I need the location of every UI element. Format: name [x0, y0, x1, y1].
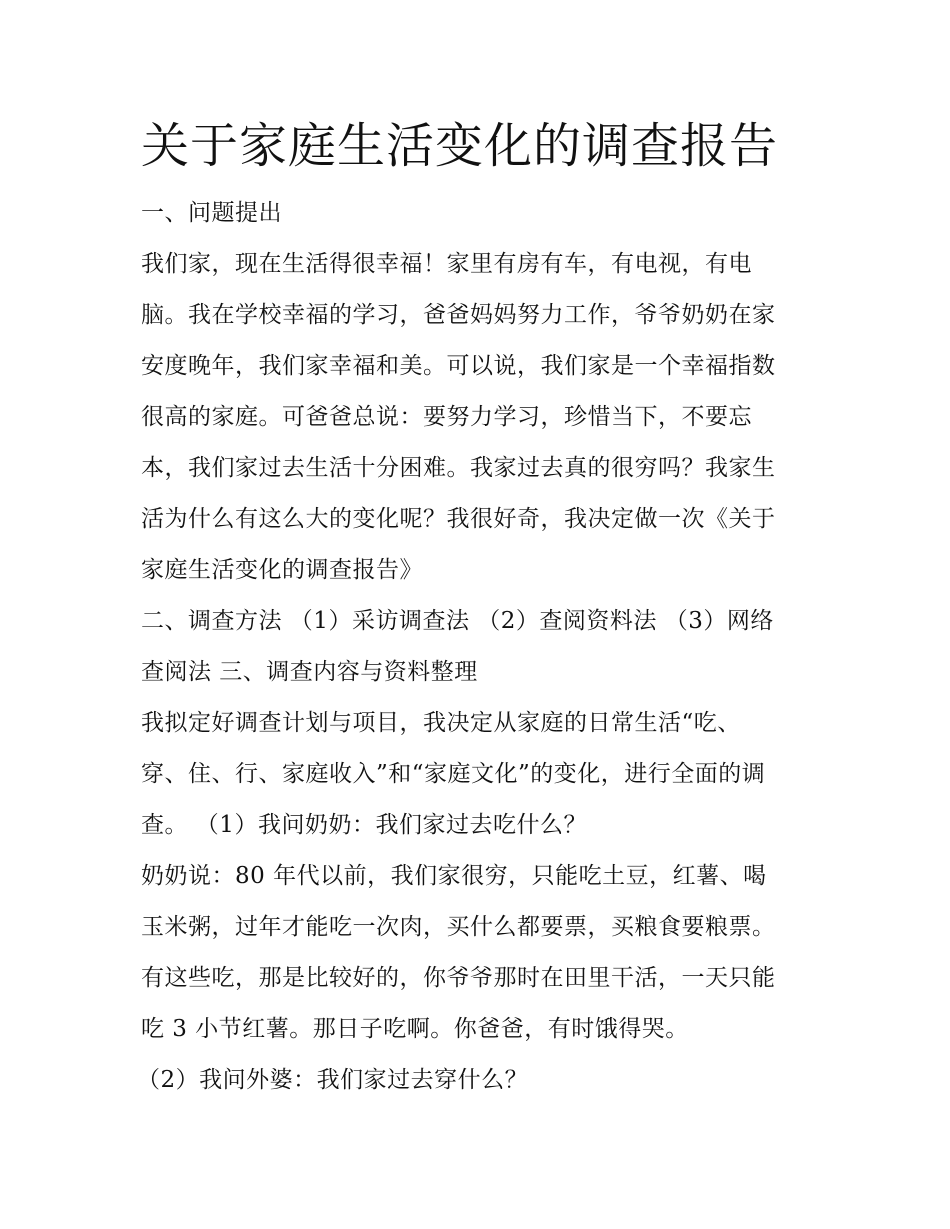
paragraph-line: 安度晚年，我们家幸福和美。可以说，我们家是一个幸福指数 [141, 353, 776, 379]
paragraph-line: （2）我问外婆：我们家过去穿什么？ [137, 1067, 529, 1093]
paragraph-line: 有这些吃，那是比较好的，你爷爷那时在田里干活，一天只能 [141, 965, 776, 991]
paragraph-line: 吃 3 小节红薯。那日子吃啊。你爸爸，有时饿得哭。 [141, 1016, 689, 1042]
document-page [137, 110, 821, 1106]
paragraph-line: 玉米粥，过年才能吃一次肉，买什么都要票，买粮食要粮票。 [141, 914, 776, 940]
paragraph-line: 查阅法 三、调查内容与资料整理 [141, 659, 478, 685]
paragraph-line: 家庭生活变化的调查报告》 [141, 557, 423, 583]
paragraph-line: 奶奶说：80 年代以前，我们家很穷，只能吃土豆，红薯、喝 [141, 863, 767, 889]
paragraph-line: 活为什么有这么大的变化呢？我很好奇，我决定做一次《关于 [141, 506, 776, 532]
document-title: 关于家庭生活变化的调查报告 [141, 118, 779, 174]
paragraph-line: 本，我们家过去生活十分困难。我家过去真的很穷吗？我家生 [141, 455, 776, 481]
paragraph-line: 我拟定好调查计划与项目，我决定从家庭的日常生活“吃、 [141, 710, 741, 736]
paragraph-line: 穿、住、行、家庭收入”和“家庭文化”的变化，进行全面的调 [141, 761, 766, 787]
paragraph-line: 很高的家庭。可爸爸总说：要努力学习，珍惜当下，不要忘 [141, 404, 752, 430]
paragraph-line: 我们家，现在生活得很幸福！家里有房有车，有电视，有电 [141, 251, 752, 277]
paragraph-line: 查。 （1）我问奶奶：我们家过去吃什么？ [141, 812, 587, 838]
paragraph-line: 脑。我在学校幸福的学习，爸爸妈妈努力工作，爷爷奶奶在家 [141, 302, 776, 328]
section-heading-problem: 一、问题提出 [141, 200, 282, 226]
section-heading-methods: 二、调查方法 （1）采访调查法 （2）查阅资料法 （3）网络 [141, 608, 774, 634]
